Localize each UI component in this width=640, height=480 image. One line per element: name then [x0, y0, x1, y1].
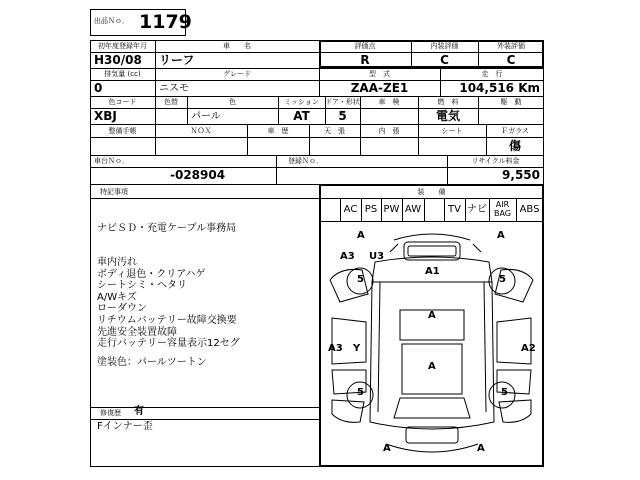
f-glass-value: 傷	[508, 139, 521, 153]
sunroof-label: 天 張	[324, 127, 345, 135]
doors-label: ドア・形状	[325, 98, 360, 106]
grade-label: グレード	[223, 70, 251, 78]
row-divider	[90, 407, 320, 408]
equipment-item: AW	[404, 204, 422, 215]
damage-mark: A	[428, 310, 436, 321]
damage-mark: A	[497, 230, 505, 241]
row-divider	[90, 124, 544, 125]
score-value: R	[360, 53, 370, 67]
drive-label: 駆 動	[500, 98, 522, 106]
row-divider	[90, 68, 544, 69]
recycle-value: 9,550	[502, 168, 540, 182]
color-label: 色	[229, 98, 236, 106]
car-name-label: 車 名	[223, 42, 251, 50]
chassis-label: 車台Ｎｏ．	[94, 157, 129, 165]
damage-mark: A3	[340, 251, 355, 262]
fuel-label: 燃 料	[437, 98, 459, 106]
exterior-value: C	[506, 53, 516, 67]
year-value: H30/08	[94, 53, 142, 67]
model-label: 型 式	[369, 70, 390, 78]
lot-number: 1179	[139, 11, 192, 33]
reg-label: 登録Ｎｏ．	[288, 157, 323, 165]
row-divider	[319, 198, 544, 199]
damage-mark: A	[383, 443, 391, 454]
color-code-value: XBJ	[94, 109, 117, 123]
color-change-label: 色替	[164, 98, 178, 106]
interior-label: 内装評価	[430, 42, 459, 50]
row-divider	[90, 137, 544, 138]
recycle-label: リサイクル料金	[471, 157, 520, 165]
interior-trim-label: 内 張	[378, 127, 400, 135]
notes-intro: ナビＳＤ・充電ケーブル事務局	[97, 223, 237, 234]
notes-paint: 塗装色：パールツートン	[97, 357, 207, 368]
maintenance-label: 整備手帳	[108, 127, 137, 135]
notes-line: 先進安全装置故障	[97, 326, 177, 338]
notes-line: 走行バッテリー容量表示12セグ	[97, 338, 240, 350]
equipment-item: PW	[383, 204, 400, 215]
notes-line: リチウムバッテリー故障交換要	[97, 315, 237, 326]
damage-mark: 5	[357, 387, 364, 398]
history-label: 車 歴	[267, 127, 289, 135]
damage-mark: A	[357, 230, 365, 241]
equipment-divider	[340, 198, 341, 221]
damage-mark: A	[428, 361, 436, 372]
equipment-label: 装 備	[417, 188, 446, 196]
mission-label: ミッション	[284, 98, 319, 106]
color-value: パール	[191, 111, 221, 122]
doors-value: 5	[338, 109, 347, 123]
inspection-label: 車 検	[378, 98, 400, 106]
chassis-value: -028904	[170, 168, 226, 182]
interior-value: C	[440, 53, 449, 67]
score-label: 評価点	[354, 42, 376, 50]
row-divider	[90, 419, 320, 420]
model-value: ZAA-ZE1	[350, 81, 409, 95]
row-divider	[90, 96, 544, 97]
damage-mark: A1	[425, 266, 440, 277]
notes-line: シートシミ・ヘタリ	[97, 280, 187, 292]
repair-value: 有	[134, 406, 144, 417]
mileage-value: 104,516 Km	[459, 81, 540, 95]
damage-mark: Y	[353, 343, 361, 354]
notes-label: 特記事項	[100, 188, 128, 196]
exterior-label: 外装評価	[497, 42, 525, 50]
nox-label: ＮＯＸ	[190, 127, 212, 135]
lot-number-label: 出品Ｎｏ．	[94, 17, 129, 25]
damage-mark: 5	[357, 274, 364, 285]
displacement-value: 0	[94, 81, 103, 95]
mission-value: AT	[293, 109, 310, 123]
car-name-value: リーフ	[159, 53, 195, 67]
equipment-item: TV	[448, 204, 461, 215]
equipment-divider	[424, 198, 425, 221]
damage-mark: A	[477, 443, 485, 454]
damage-mark: 5	[501, 387, 508, 398]
notes-line: ボディ退色・クリアハゲ	[97, 268, 206, 280]
notes-line: A/Wキズ	[97, 291, 137, 303]
row-divider	[90, 198, 320, 199]
damage-mark: A3	[328, 343, 343, 354]
damage-mark: U3	[369, 251, 385, 262]
equipment-item: ナビ	[467, 204, 487, 215]
equipment-item: PS	[364, 204, 378, 215]
year-label: 初年度登録年月	[98, 42, 147, 50]
equipment-item: AIR BAG	[493, 200, 512, 218]
color-code-label: 色コード	[108, 98, 137, 106]
notes-line: ローダウン	[97, 303, 147, 315]
grade-value: ニスモ	[159, 83, 189, 94]
row-divider	[90, 155, 544, 156]
damage-mark: 5	[499, 274, 506, 285]
equipment-item: ABS	[519, 204, 540, 215]
seat-label: シート	[441, 127, 463, 135]
mileage-label: 走 行	[481, 70, 503, 78]
col-divider	[276, 155, 277, 184]
f-glass-label: Ｆガラス	[501, 127, 529, 135]
repair-detail: Fインナー歪	[97, 421, 153, 432]
damage-mark: A2	[521, 343, 536, 354]
equipment-item: AC	[343, 204, 358, 215]
displacement-label: 排気量 (cc)	[104, 70, 141, 78]
fuel-value: 電気	[435, 109, 460, 123]
notes-line: 車内汚れ	[97, 257, 137, 268]
repair-label: 修復歴	[100, 409, 121, 417]
